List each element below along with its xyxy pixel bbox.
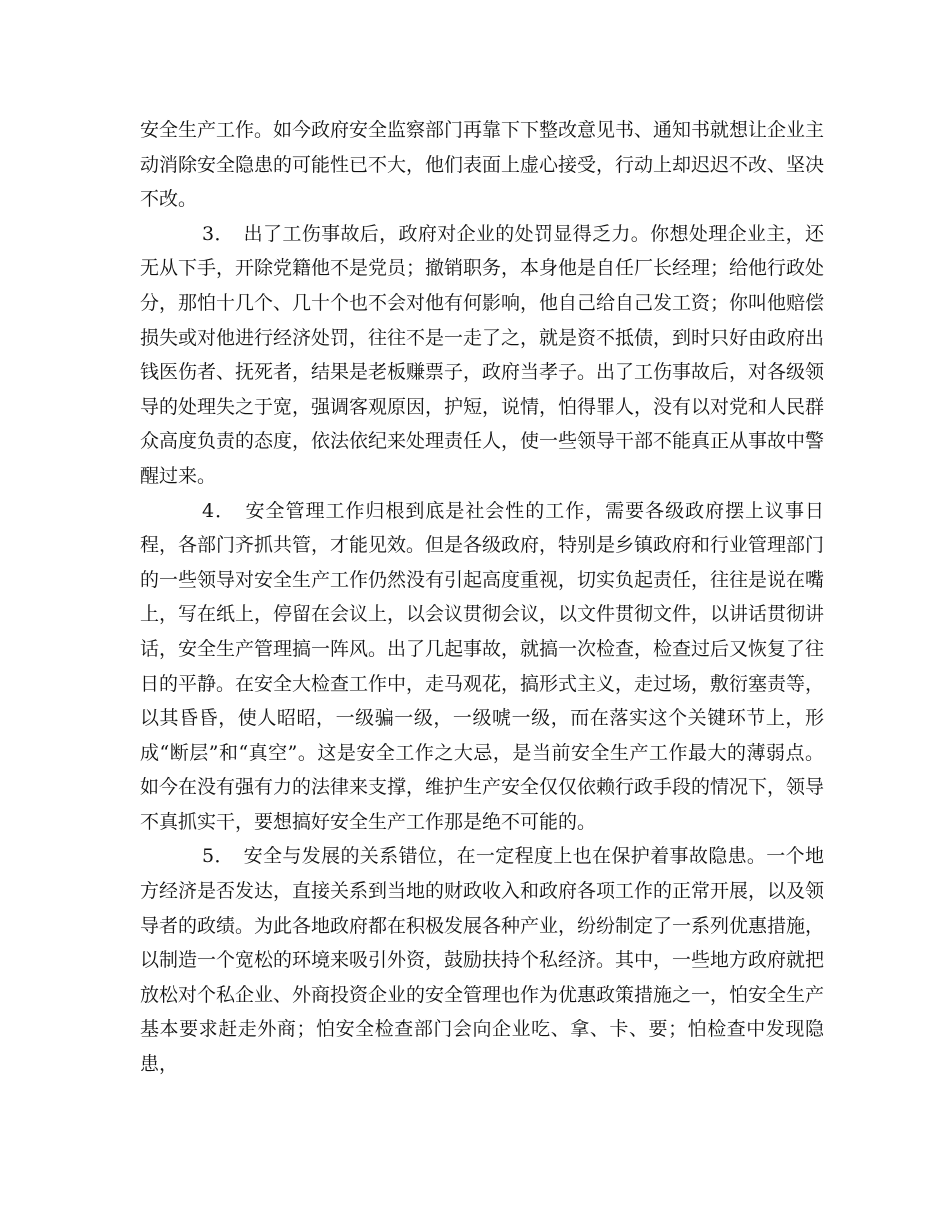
paragraph-continuation: 安全生产工作。如今政府安全监察部门再靠下下整改意见书、通知书就想让企业主动消除安全隐患的可能性已不大，他们表面上虚心接受，行动上却迟迟不改、坚决不改。 <box>140 119 825 211</box>
paragraph-item-5: 5． 安全与发展的关系错位，在一定程度上也在保护着事故隐患。一个地方经济是否发达，直接关系到当地的财政收入和政府各项工作的正常开展，以及领导者的政绩。为此各地政府都在积极发展各种产业，纷纷制定了一系列优惠措施，以制造一个宽松的环境来吸引外资，鼓励扶持个私经济。其中，一些地方政府就把放松对个私企业、外商投资企业的安全管理也作为优惠政策措施之一，怕安全生产基本要求赶走外商；怕安全检查部门会向企业吃、拿、卡、要；怕检查中发现隐患， <box>140 845 825 1076</box>
paragraph-item-4: 4． 安全管理工作归根到底是社会性的工作，需要各级政府摆上议事日程，各部门齐抓共管，才能见效。但是各级政府，特别是乡镇政府和行业管理部门的一些领导对安全生产工作仍然没有引起高度重视，切实负起责任，往往是说在嘴上，写在纸上，停留在会议上，以会议贯彻会议，以文件贯彻文件，以讲话贯彻讲话，安全生产管理搞一阵风。出了几起事故，就搞一次检查，检查过后又恢复了往日的平静。在安全大检查工作中，走马观花，搞形式主义，走过场，敷衍塞责等，以其昏昏，使人昭昭，一级骗一级，一级唬一级，而在落实这个关键环节上，形成“断层”和“真空”。这是安全工作之大忌，是当前安全生产工作最大的薄弱点。如今在没有强有力的法律来支撑，维护生产安全仅仅依赖行政手段的情况下，领导不真抓实干，要想搞好安全生产工作那是绝不可能的。 <box>140 499 825 833</box>
paragraph-item-3: 3． 出了工伤事故后，政府对企业的处罚显得乏力。你想处理企业主，还无从下手，开除党籍他不是党员；撤销职务，本身他是自任厂长经理；给他行政处分，那怕十几个、几十个也不会对他有何影响，他自己给自己发工资；你叫他赔偿损失或对他进行经济处罚，往往不是一走了之，就是资不抵债，到时只好由政府出钱医伤者、抚死者，结果是老板赚票子，政府当孝子。出了工伤事故后，对各级领导的处理失之于宽，强调客观原因，护短，说情，怕得罪人，没有以对党和人民群众高度负责的态度，依法依纪来处理责任人，使一些领导干部不能真正从事故中警醒过来。 <box>140 222 825 487</box>
document-page <box>140 113 824 1082</box>
